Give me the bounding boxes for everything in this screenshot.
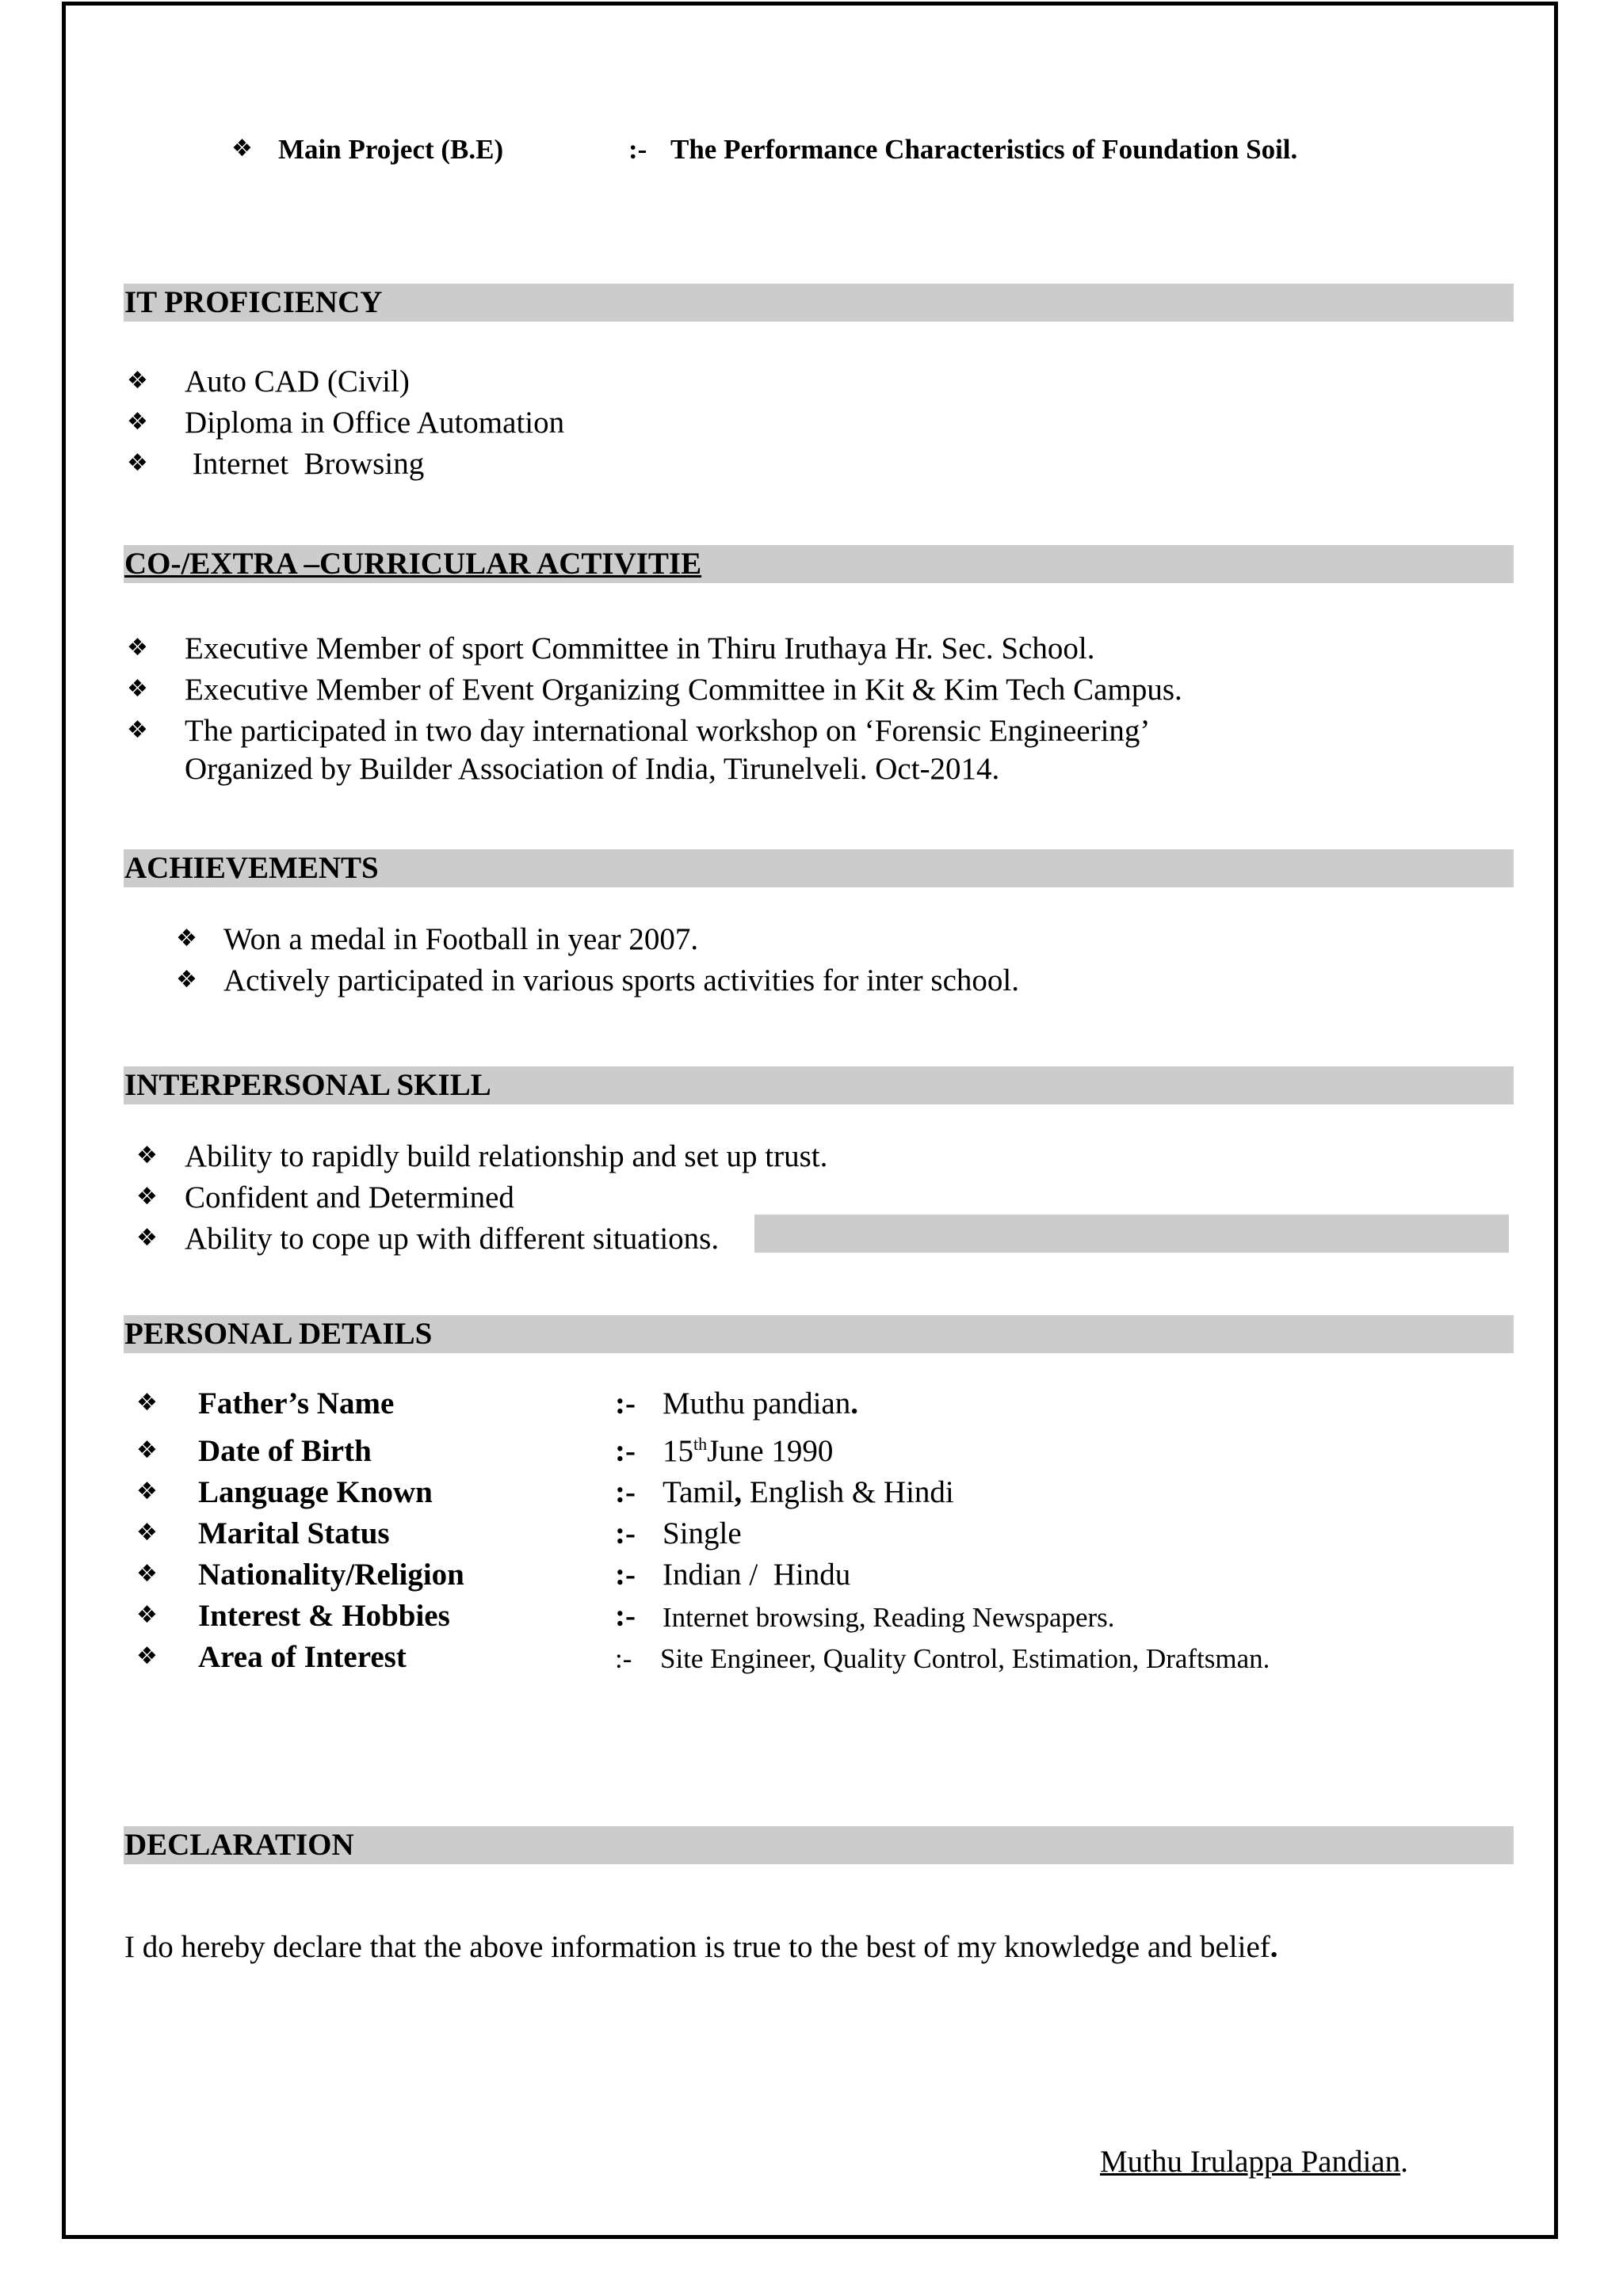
detail-label: Area of Interest: [198, 1640, 407, 1674]
list-item: Actively participated in various sports activities for inter school.: [223, 963, 1019, 997]
four-diamond-bullet-icon: ❖: [136, 1519, 158, 1547]
signature: Muthu Irulappa Pandian.: [1100, 2145, 1408, 2179]
list-item: Ability to cope up with different situations.: [185, 1222, 720, 1256]
detail-separator: :-: [615, 1558, 636, 1592]
detail-label: Language Known: [198, 1475, 433, 1509]
list-item-continuation: Organized by Builder Association of India, Tirunelveli. Oct-2014.: [185, 752, 1000, 786]
detail-label: Father’s Name: [198, 1386, 395, 1421]
detail-separator: :-: [615, 1643, 632, 1674]
detail-label: Date of Birth: [198, 1434, 372, 1468]
four-diamond-bullet-icon: ❖: [231, 135, 253, 162]
highlight-band: [754, 1215, 1509, 1253]
detail-separator: :-: [615, 1434, 636, 1468]
four-diamond-bullet-icon: ❖: [127, 716, 148, 744]
four-diamond-bullet-icon: ❖: [136, 1142, 158, 1169]
detail-label: Interest & Hobbies: [198, 1599, 450, 1633]
list-item: Internet Browsing: [185, 447, 425, 481]
detail-value: Tamil, English & Hindi: [663, 1475, 954, 1509]
list-item: Diploma in Office Automation: [185, 406, 565, 440]
four-diamond-bullet-icon: ❖: [127, 449, 148, 477]
list-item: Executive Member of Event Organizing Committee in Kit & Kim Tech Campus.: [185, 673, 1182, 707]
list-item: Ability to rapidly build relationship and set up trust.: [185, 1139, 828, 1173]
main-project-separator: :-: [628, 134, 647, 165]
detail-value: 15thJune 1990: [663, 1434, 834, 1468]
four-diamond-bullet-icon: ❖: [127, 675, 148, 703]
four-diamond-bullet-icon: ❖: [136, 1601, 158, 1629]
list-item: Executive Member of sport Committee in Thiru Iruthaya Hr. Sec. School.: [185, 631, 1095, 666]
detail-value: Single: [663, 1516, 742, 1550]
declaration-text: I do hereby declare that the above information is true to the best of my knowledge and belief.: [124, 1930, 1278, 1964]
detail-label: Marital Status: [198, 1516, 390, 1550]
four-diamond-bullet-icon: ❖: [127, 634, 148, 662]
detail-value: Internet browsing, Reading Newspapers.: [663, 1602, 1115, 1633]
four-diamond-bullet-icon: ❖: [136, 1478, 158, 1505]
section-heading-personal-details: PERSONAL DETAILS: [124, 1317, 433, 1351]
four-diamond-bullet-icon: ❖: [136, 1560, 158, 1588]
main-project-value: The Performance Characteristics of Foundation Soil.: [670, 134, 1298, 165]
section-heading-declaration: DECLARATION: [124, 1828, 354, 1862]
section-heading-it-proficiency: IT PROFICIENCY: [124, 285, 383, 319]
four-diamond-bullet-icon: ❖: [136, 1224, 158, 1252]
detail-value: Muthu pandian.: [663, 1386, 858, 1421]
section-heading-achievements: ACHIEVEMENTS: [124, 851, 379, 885]
detail-separator: :-: [615, 1386, 636, 1421]
detail-separator: :-: [615, 1516, 636, 1550]
detail-separator: :-: [615, 1475, 636, 1509]
list-item: The participated in two day international workshop on ‘Forensic Engineering’: [185, 714, 1151, 748]
four-diamond-bullet-icon: ❖: [127, 408, 148, 436]
four-diamond-bullet-icon: ❖: [136, 1389, 158, 1417]
four-diamond-bullet-icon: ❖: [127, 367, 148, 395]
four-diamond-bullet-icon: ❖: [176, 925, 197, 952]
list-item: Won a medal in Football in year 2007.: [223, 922, 699, 956]
list-item: Confident and Determined: [185, 1180, 514, 1215]
four-diamond-bullet-icon: ❖: [136, 1436, 158, 1464]
detail-separator: :-: [615, 1599, 636, 1633]
four-diamond-bullet-icon: ❖: [136, 1183, 158, 1211]
detail-label: Nationality/Religion: [198, 1558, 464, 1592]
four-diamond-bullet-icon: ❖: [176, 966, 197, 994]
four-diamond-bullet-icon: ❖: [136, 1642, 158, 1670]
list-item: Auto CAD (Civil): [185, 364, 410, 399]
section-heading-interpersonal: INTERPERSONAL SKILL: [124, 1068, 491, 1102]
main-project-label: Main Project (B.E): [278, 134, 504, 165]
section-heading-activities: CO-/EXTRA –CURRICULAR ACTIVITIE: [124, 547, 702, 581]
detail-value: Site Engineer, Quality Control, Estimation, Draftsman.: [660, 1643, 1270, 1674]
detail-value: Indian / Hindu: [663, 1558, 851, 1592]
page-border: [62, 2, 1558, 2239]
